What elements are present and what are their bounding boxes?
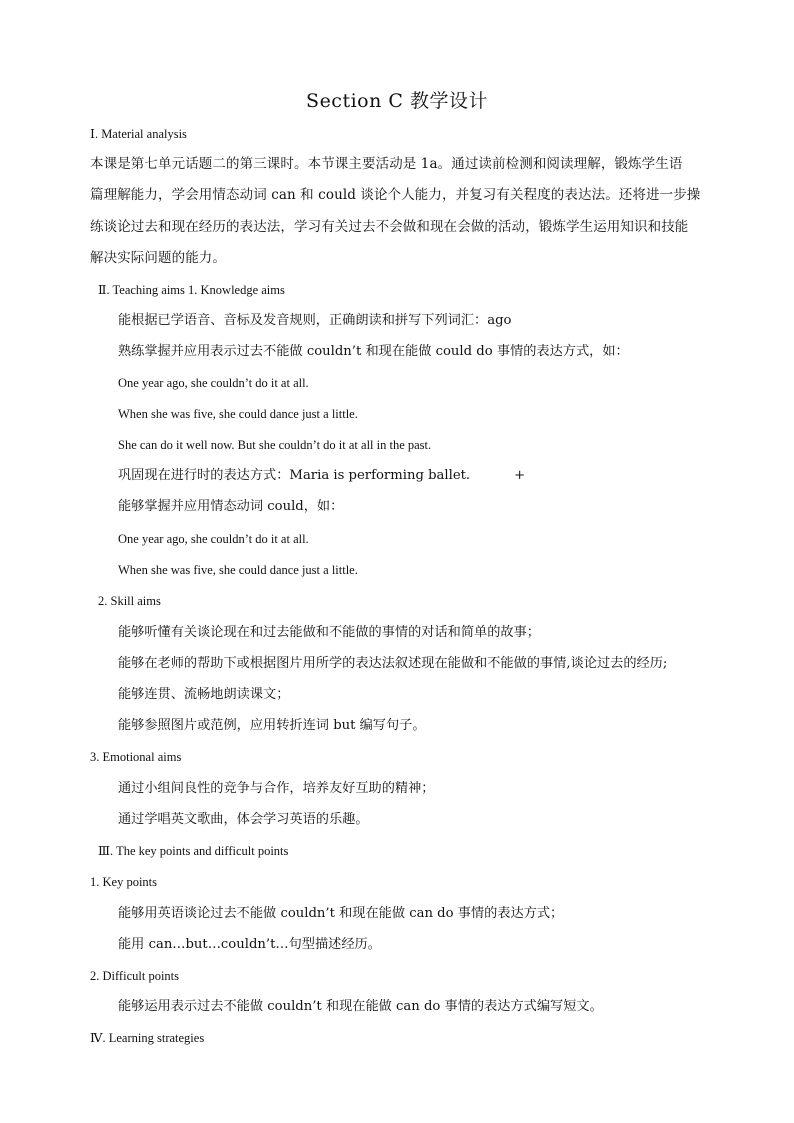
page-title: Section C 教学设计 [306,90,488,112]
skill-aim-line: 能够在老师的帮助下或根据图片用所学的表达法叙述现在能做和不能做的事情,谈论过去的经历; [118,656,668,671]
section-heading-key-points: Ⅲ. The key points and difficult points [98,844,289,858]
example-sentence: When she was five, she could dance just a little. [118,407,358,421]
plus-mark: + [514,468,526,483]
paragraph-line: 练谈论过去和现在经历的表达法，学习有关过去不会做和现在会做的活动，锻炼学生运用知识和技能 [90,219,689,235]
paragraph-line: 解决实际问题的能力。 [90,250,226,266]
paragraph-line: 本课是第七单元话题二的第三课时。本节课主要活动是 1a。通过读前检测和阅读理解，锻炼学生语 [90,156,683,172]
skill-aim-line: 能够参照图片或范例，应用转折连词 but 编写句子。 [118,718,426,733]
example-sentence: One year ago, she couldn’t do it at all. [118,376,309,390]
key-point-line: 能用 can…but…couldn’t…句型描述经历。 [118,937,381,952]
subheading-emotional-aims: 3. Emotional aims [90,750,182,764]
subheading-difficult-points: 2. Difficult points [90,969,180,983]
knowledge-aim-text: 巩固现在进行时的表达方式：Maria is performing ballet. [118,468,471,483]
emotional-aim-line: 通过小组间良性的竞争与合作，培养友好互助的精神； [118,781,435,796]
example-sentence: She can do it well now. But she couldn’t do it at all in the past. [118,438,432,452]
skill-aim-line: 能够连贯、流畅地朗读课文； [118,687,290,702]
knowledge-aim-line: 熟练掌握并应用表示过去不能做 couldn’t 和现在能做 could do 事情的表达方式，如： [118,344,629,359]
emotional-aim-line: 通过学唱英文歌曲，体会学习英语的乐趣。 [118,812,369,827]
section-heading-learning-strategies: Ⅳ. Learning strategies [90,1031,205,1045]
section-heading-teaching-aims: Ⅱ. Teaching aims 1. Knowledge aims [98,283,285,297]
key-point-line: 能够用英语谈论过去不能做 couldn’t 和现在能做 can do 事情的表达方式； [118,906,564,921]
difficult-point-line: 能够运用表示过去不能做 couldn’t 和现在能做 can do 事情的表达方式编写短文。 [118,999,603,1014]
example-sentence: When she was five, she could dance just a little. [118,563,358,577]
knowledge-aim-line: 能根据已学语音、音标及发音规则，正确朗读和拼写下列词汇：ago [118,313,512,328]
knowledge-aim-line: 能够掌握并应用情态动词 could，如： [118,499,344,514]
paragraph-line: 篇理解能力，学会用情态动词 can 和 could 谈论个人能力，并复习有关程度的表达法。还将进一步操 [90,187,701,203]
subheading-skill-aims: 2. Skill aims [98,594,161,608]
knowledge-aim-line [118,468,525,484]
subheading-key-points: 1. Key points [90,875,158,889]
section-heading-material-analysis: Ⅰ. Material analysis [90,127,187,141]
example-sentence: One year ago, she couldn’t do it at all. [118,532,309,546]
skill-aim-line: 能够听懂有关谈论现在和过去能做和不能做的事情的对话和简单的故事； [118,625,540,640]
